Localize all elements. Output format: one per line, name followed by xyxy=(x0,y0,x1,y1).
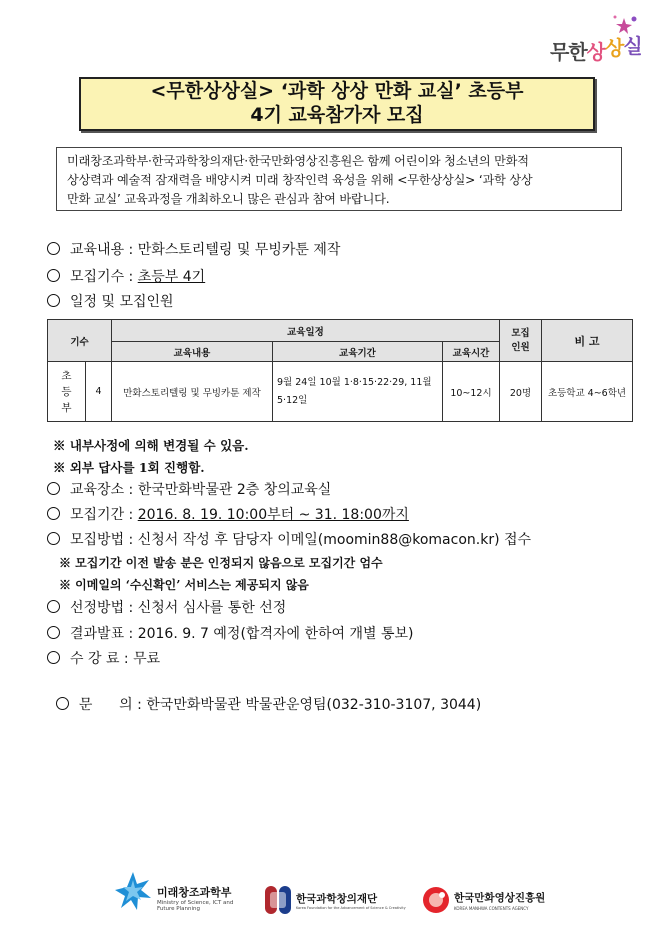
cell-quota: 20명 xyxy=(500,362,542,422)
note-change: ※ 내부사정에 의해 변경될 수 있음. xyxy=(53,438,249,453)
circle-bullet-icon xyxy=(56,697,69,710)
title-line-2: 4기 교육참가자 모집 xyxy=(250,104,424,126)
intro-line: 만화 교실’ 교육과정을 개최하오니 많은 관심과 참여 바랍니다. xyxy=(67,192,390,206)
bullet-method: 모집방법 : 신청서 작성 후 담당자 이메일(moomin88@komacon.kr) 접수 xyxy=(47,530,531,550)
msip-emblem-icon xyxy=(113,870,153,920)
intro-box xyxy=(56,147,622,211)
circle-bullet-icon xyxy=(47,651,60,664)
logo-text: 무한상상실 xyxy=(550,34,642,64)
note-read-receipt: ※ 이메일의 ‘수신확인’ 서비스는 제공되지 않음 xyxy=(59,578,309,592)
circle-bullet-icon xyxy=(47,626,60,639)
table-row xyxy=(48,362,633,422)
komacon-logo: 한국만화영상진흥원 KOREA MANHWA CONTENTS AGENCY xyxy=(422,868,562,922)
program-logo xyxy=(546,14,642,64)
note-deadline: ※ 모집기간 이전 발송 분은 인정되지 않음으로 모집기간 엄수 xyxy=(59,556,383,570)
header-quota: 모집 인원 xyxy=(500,320,542,362)
circle-bullet-icon xyxy=(47,600,60,613)
bullet-content: 교육내용 : 만화스토리텔링 및 무빙카툰 제작 xyxy=(47,240,340,260)
bullet-schedule: 일정 및 모집인원 xyxy=(47,292,174,312)
header-time: 교육시간 xyxy=(443,342,500,362)
cell-period: 9월 24일 10월 1·8·15·22·29, 11월 5·12일 xyxy=(273,362,443,422)
kofac-emblem-icon xyxy=(264,882,294,918)
schedule-table xyxy=(47,319,633,422)
circle-bullet-icon xyxy=(47,242,60,255)
circle-bullet-icon xyxy=(47,507,60,520)
note-field-trip: ※ 외부 답사를 1회 진행함. xyxy=(53,460,205,475)
msip-logo: 미래창조과학부 Ministry of Science, ICT and Future Planning xyxy=(113,868,243,922)
bullet-session: 모집기수 : 초등부 4기 xyxy=(47,267,205,287)
header-content: 교육내용 xyxy=(112,342,273,362)
cell-content: 만화스토리텔링 및 무빙카툰 제작 xyxy=(112,362,273,422)
header-session: 기수 xyxy=(48,320,112,362)
bullet-announcement: 결과발표 : 2016. 9. 7 예정(합격자에 한하여 개별 통보) xyxy=(47,624,414,644)
bullet-fee: 수 강 료 : 무료 xyxy=(47,649,160,669)
header-curriculum: 교육일정 xyxy=(112,320,500,342)
cell-level: 초 등 부 xyxy=(48,362,86,422)
title-line-1: <무한상상실> ‘과학 상상 만화 교실’ 초등부 xyxy=(150,80,524,102)
header-note: 비 고 xyxy=(542,320,633,362)
intro-line: 미래창조과학부·한국과학창의재단·한국만화영상진흥원은 함께 어린이와 청소년의 만화적 xyxy=(67,154,529,168)
komacon-emblem-icon xyxy=(422,886,450,914)
circle-bullet-icon xyxy=(47,294,60,307)
bullet-period: 모집기간 : 2016. 8. 19. 10:00부터 ~ 31. 18:00까지 xyxy=(47,505,409,525)
contact-email: moomin88@komacon.kr xyxy=(323,532,495,548)
intro-line: 상상력과 예술적 잠재력을 배양시켜 미래 창작인력 육성을 위해 <무한상상실> ‘과학 상상 xyxy=(67,173,533,187)
title-banner xyxy=(79,77,595,131)
bullet-venue: 교육장소 : 한국만화박물관 2층 창의교육실 xyxy=(47,480,331,500)
cell-note: 초등학교 4~6학년 xyxy=(542,362,633,422)
circle-bullet-icon xyxy=(47,482,60,495)
bullet-inquiry: 문 의 : 한국만화박물관 박물관운영팀(032-310-3107, 3044) xyxy=(47,675,481,715)
circle-bullet-icon xyxy=(47,532,60,545)
circle-bullet-icon xyxy=(47,269,60,282)
kofac-logo: 한국과학창의재단 Korea Foundation for the Advancement of Science & Creativity xyxy=(264,868,404,922)
cell-time: 10~12시 xyxy=(443,362,500,422)
header-period: 교육기간 xyxy=(273,342,443,362)
cell-number: 4 xyxy=(86,362,112,422)
bullet-selection: 선정방법 : 신청서 심사를 통한 선정 xyxy=(47,598,286,618)
